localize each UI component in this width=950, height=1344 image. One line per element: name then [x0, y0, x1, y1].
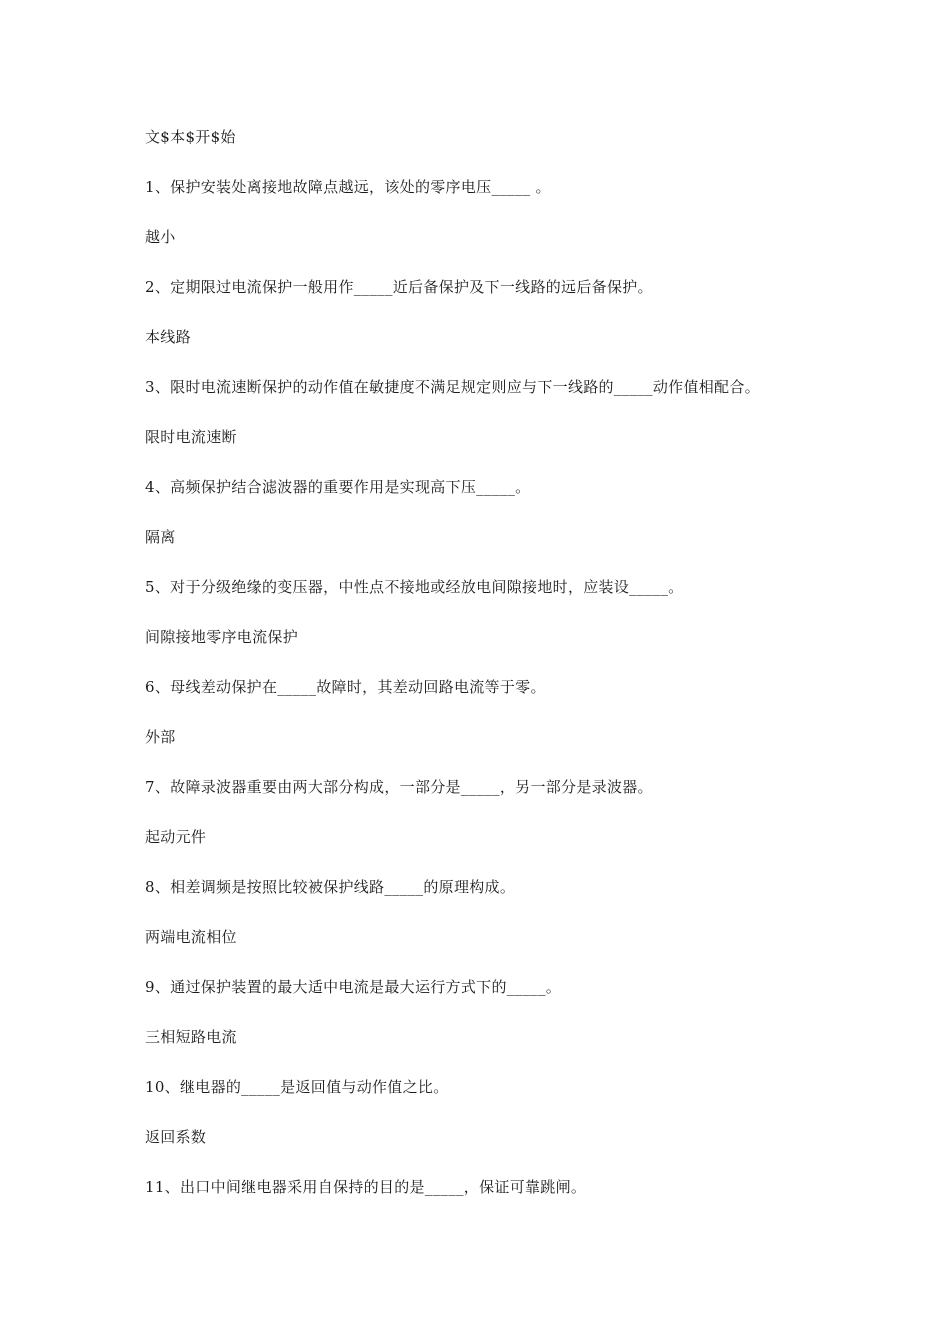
question-4: 4、高频保护结合滤波器的重要作用是实现高下压_____。 [145, 478, 531, 496]
answer-1: 越小 [145, 228, 176, 246]
answer-4: 隔离 [145, 528, 176, 546]
answer-9: 三相短路电流 [145, 1028, 237, 1046]
question-6: 6、母线差动保护在_____故障时，其差动回路电流等于零。 [145, 678, 546, 696]
question-3: 3、限时电流速断保护的动作值在敏捷度不满足规定则应与下一线路的_____动作值相配合。 [145, 378, 760, 396]
answer-7: 起动元件 [145, 828, 207, 846]
document-body [145, 127, 865, 1227]
answer-10: 返回系数 [145, 1128, 207, 1146]
header-line: 文$本$开$始 [145, 128, 236, 146]
answer-8: 两端电流相位 [145, 928, 237, 946]
question-8: 8、相差调频是按照比较被保护线路_____的原理构成。 [145, 878, 516, 896]
question-2: 2、定期限过电流保护一般用作_____近后备保护及下一线路的远后备保护。 [145, 278, 653, 296]
question-5: 5、对于分级绝缘的变压器，中性点不接地或经放电间隙接地时，应装设_____。 [145, 578, 684, 596]
answer-2: 本线路 [145, 328, 191, 346]
answer-3: 限时电流速断 [145, 428, 237, 446]
answer-5: 间隙接地零序电流保护 [145, 628, 299, 646]
question-11: 11、出口中间继电器采用自保持的目的是_____，保证可靠跳闸。 [145, 1178, 587, 1196]
answer-6: 外部 [145, 728, 176, 746]
question-1: 1、保护安装处离接地故障点越远，该处的零序电压_____ 。 [145, 178, 551, 196]
question-7: 7、故障录波器重要由两大部分构成，一部分是_____，另一部分是录波器。 [145, 778, 653, 796]
question-10: 10、继电器的_____是返回值与动作值之比。 [145, 1078, 449, 1096]
question-9: 9、通过保护装置的最大适中电流是最大运行方式下的_____。 [145, 978, 562, 996]
